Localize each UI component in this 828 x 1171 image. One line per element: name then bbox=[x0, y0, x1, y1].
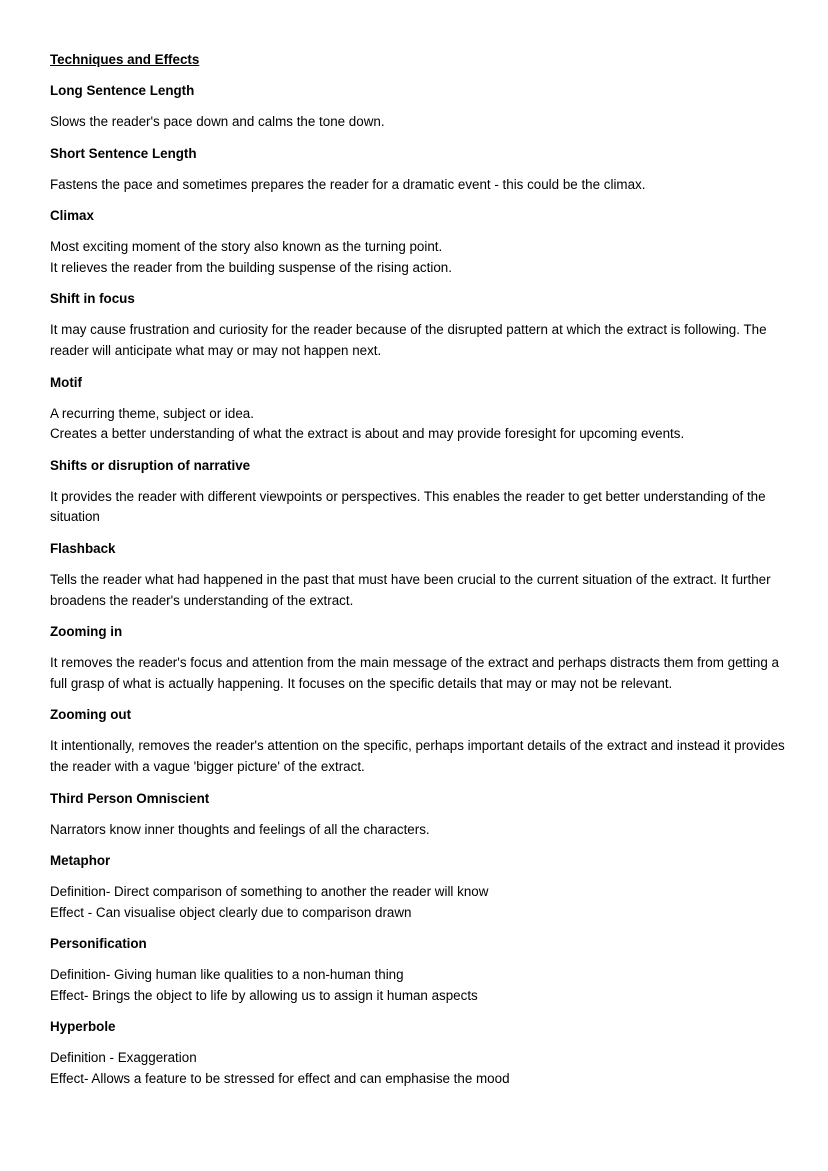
section-heading: Shifts or disruption of narrative bbox=[50, 457, 251, 473]
section-heading: Metaphor bbox=[50, 853, 111, 869]
section-line: Fastens the pace and sometimes prepares the reader for a dramatic event - this could be the climax. bbox=[50, 176, 646, 192]
section-line: Most exciting moment of the story also known as the turning point. bbox=[50, 239, 443, 255]
section-line: It relieves the reader from the building suspense of the rising action. bbox=[50, 259, 452, 275]
section-heading: Zooming in bbox=[50, 624, 123, 640]
document-title: Techniques and Effects bbox=[50, 52, 200, 67]
section-heading: Short Sentence Length bbox=[50, 145, 197, 161]
section-heading: Personification bbox=[50, 936, 147, 952]
section-heading: Flashback bbox=[50, 540, 116, 556]
section-heading: Shift in focus bbox=[50, 291, 135, 307]
section-heading: Hyperbole bbox=[50, 1019, 116, 1035]
section-heading: Climax bbox=[50, 208, 94, 224]
section-body bbox=[50, 653, 790, 694]
section-body bbox=[50, 175, 790, 196]
section-line: Effect- Allows a feature to be stressed for effect and can emphasise the mood bbox=[50, 1071, 510, 1087]
section-line: It provides the reader with different viewpoints or perspectives. This enables the reader to get better understanding of the situation bbox=[50, 488, 766, 525]
section-line: Definition- Direct comparison of something to another the reader will know bbox=[50, 884, 489, 900]
section-body bbox=[50, 736, 790, 777]
section-line: Effect- Brings the object to life by allowing us to assign it human aspects bbox=[50, 987, 478, 1003]
section-line: Definition- Giving human like qualities to a non-human thing bbox=[50, 967, 404, 983]
section-line: Effect - Can visualise object clearly due to comparison drawn bbox=[50, 904, 412, 920]
section-heading: Motif bbox=[50, 374, 82, 390]
section-body bbox=[50, 965, 790, 1006]
document-page bbox=[50, 50, 790, 1101]
section-line: It may cause frustration and curiosity for the reader because of the disrupted pattern at which the extract is following. The reader will anticipate what may or may not happen next. bbox=[50, 322, 767, 358]
section-body bbox=[50, 570, 790, 611]
section-body bbox=[50, 112, 790, 133]
sections-container bbox=[50, 81, 790, 1090]
section-body bbox=[50, 404, 790, 445]
section-body bbox=[50, 882, 790, 923]
section-line: Creates a better understanding of what the extract is about and may provide foresight for upcoming events. bbox=[50, 426, 685, 442]
section-heading: Zooming out bbox=[50, 707, 132, 723]
section-body bbox=[50, 237, 790, 278]
section-body bbox=[50, 820, 790, 841]
section-heading: Long Sentence Length bbox=[50, 83, 195, 98]
section-line: Definition - Exaggeration bbox=[50, 1050, 197, 1066]
section-body bbox=[50, 487, 790, 528]
section-line: A recurring theme, subject or idea. bbox=[50, 405, 254, 421]
section-line: Tells the reader what had happened in the past that must have been crucial to the current situation of the extract. It further broadens the reader's understanding of the extract. bbox=[50, 571, 771, 608]
section-line: It removes the reader's focus and attention from the main message of the extract and perhaps distracts them from getting a full grasp of what is actually happening. It focuses on the specific details that may or may not be relevant. bbox=[50, 655, 779, 691]
section-line: Slows the reader's pace down and calms the tone down. bbox=[50, 114, 385, 129]
section-line: It intentionally, removes the reader's attention on the specific, perhaps important details of the extract and instead it provides the reader with a vague 'bigger picture' of the extract. bbox=[50, 738, 785, 774]
section-heading: Third Person Omniscient bbox=[50, 790, 210, 806]
section-body bbox=[50, 320, 790, 361]
section-body bbox=[50, 1048, 790, 1089]
section-line: Narrators know inner thoughts and feelings of all the characters. bbox=[50, 821, 430, 837]
